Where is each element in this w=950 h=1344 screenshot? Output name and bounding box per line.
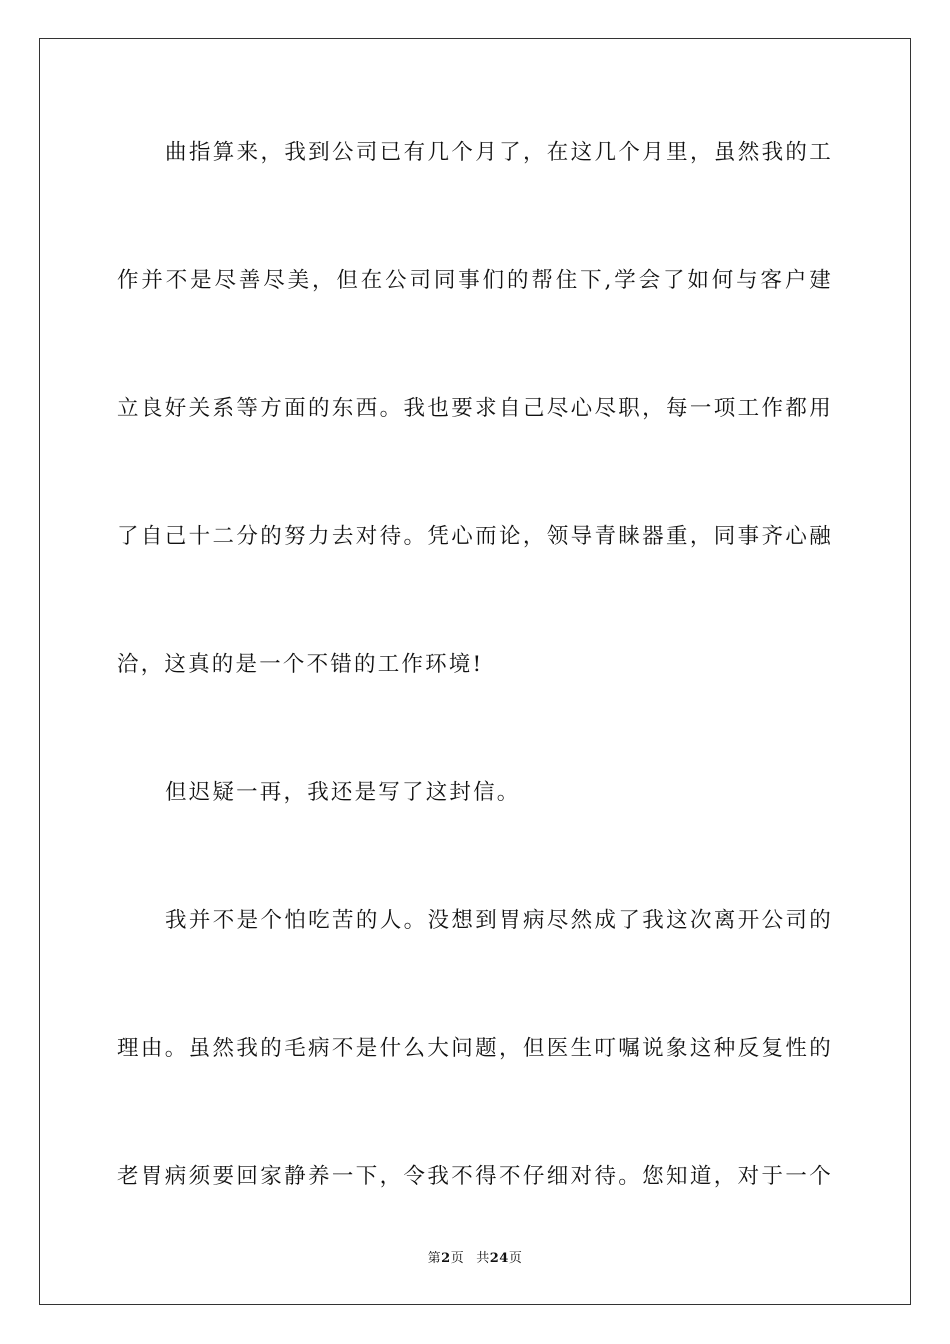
- page-suffix: 页: [450, 1251, 465, 1266]
- paragraph-2-line-1: 但迟疑一再，我还是写了这封信。: [165, 780, 521, 805]
- page-number: 2: [441, 1251, 451, 1266]
- paragraph-1-line-5: 洽，这真的是一个不错的工作环境!: [117, 652, 484, 677]
- paragraph-1-line-3: 立良好关系等方面的东西。我也要求自己尽心尽职，每一项工作都用: [117, 396, 833, 421]
- paragraph-1-line-2: 作并不是尽善尽美，但在公司同事们的帮住下,学会了如何与客户建: [117, 268, 833, 293]
- total-pages: 24: [489, 1251, 509, 1266]
- paragraph-1-line-1: 曲指算来，我到公司已有几个月了，在这几个月里，虽然我的工: [165, 140, 833, 165]
- document-body: [117, 127, 833, 1279]
- paragraph-3-line-2: 理由。虽然我的毛病不是什么大问题，但医生叮嘱说象这种反复性的: [117, 1036, 833, 1061]
- total-prefix: 共: [476, 1251, 490, 1266]
- total-suffix: 页: [508, 1251, 523, 1266]
- paragraph-3-line-3: 老胃病须要回家静养一下，令我不得不仔细对待。您知道，对于一个: [117, 1164, 833, 1189]
- page-footer: [0, 1247, 950, 1266]
- paragraph-1-line-4: 了自己十二分的努力去对待。凭心而论，领导青睐器重，同事齐心融: [117, 524, 833, 549]
- page-prefix: 第: [427, 1251, 442, 1266]
- paragraph-3-line-1: 我并不是个怕吃苦的人。没想到胃病尽然成了我这次离开公司的: [165, 908, 833, 933]
